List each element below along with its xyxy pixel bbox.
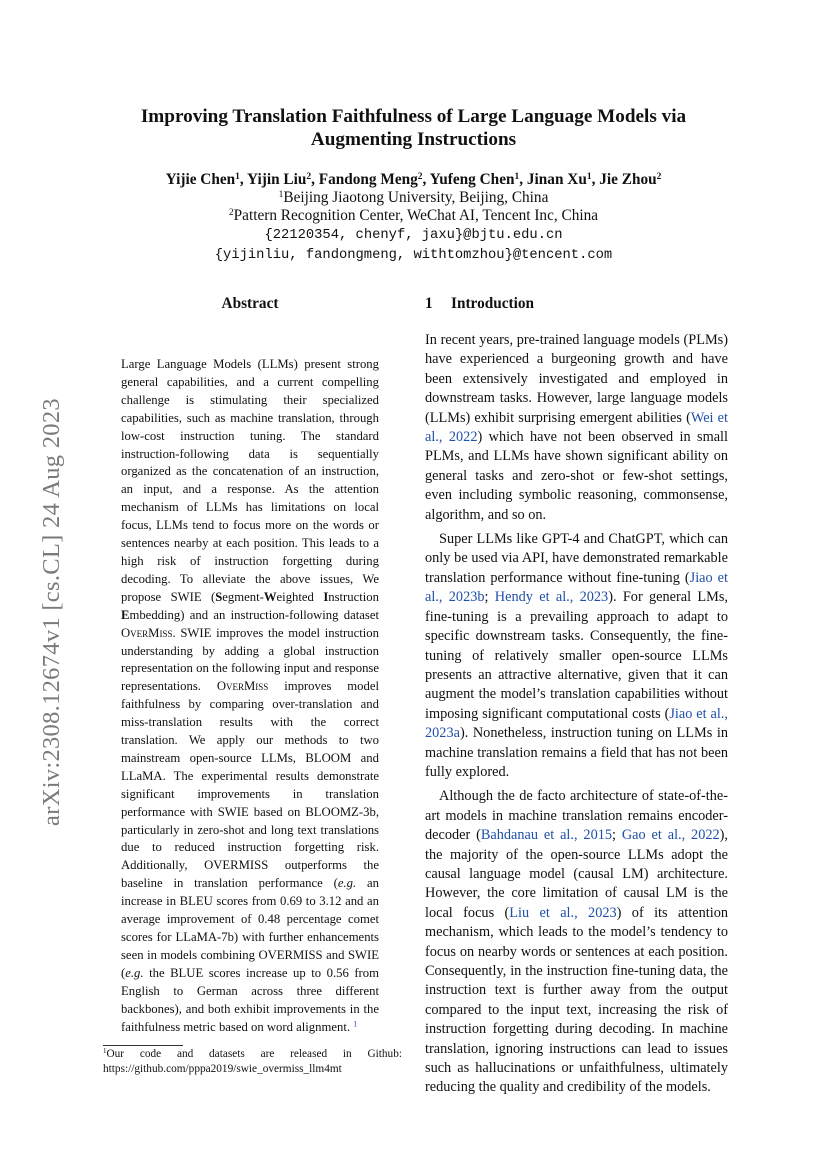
citation-link[interactable]: Wei et al., 2022 (425, 409, 728, 446)
author: Jinan Xu (526, 171, 587, 188)
dataset-name: OverMiss (216, 679, 269, 694)
affiliation-2 (100, 207, 727, 225)
intro-paragraph-3 (425, 787, 728, 1098)
abstract-text: Large Language Models (LLMs) present strong general capabilities, and a current compelling challenge is stimulating their specialized capabilities, such as machine translation, through low-cost instruction tuning. The standard instruction-following data is sequentially organized as the concatenation of an instruction, an input, and a response. As the attention mechanism of LLMs has limitations on local focus, LLMs tend to focus more on the words or sentences nearby at each position. This leads to a high risk of instruction forgetting during decoding. To alleviate the above issues, We propose SWIE ( (121, 357, 379, 604)
section-number: 1 (425, 295, 433, 312)
introduction-body (425, 331, 728, 1098)
intro-text: ; (612, 827, 622, 844)
author-affil-marker: 2 (417, 171, 423, 182)
introduction-heading (425, 295, 534, 313)
abstract-italic: e.g. (337, 876, 357, 891)
email-line-2[interactable]: {yijinliu, fandongmeng, withtomzhou}@tencent.com (214, 248, 613, 263)
author-affil-marker: 1 (514, 171, 520, 182)
author-affil-marker: 1 (586, 171, 592, 182)
abstract-italic: e.g. (125, 965, 144, 980)
acronym-letter: W (263, 589, 277, 604)
email-line-1[interactable]: {22120354, chenyf, jaxu}@bjtu.edu.cn (264, 228, 563, 243)
citation-link[interactable]: Gao et al., 2022 (621, 827, 720, 844)
footnote-link[interactable]: 1 (353, 1019, 358, 1029)
author-affil-marker: 2 (656, 171, 662, 182)
intro-paragraph-2 (425, 530, 728, 782)
citation-link[interactable]: Liu et al., 2023 (509, 904, 617, 921)
intro-paragraph-1 (425, 331, 728, 525)
intro-text: Although the de facto architecture of state-of-the-art models in machine translation remains encoder-decoder ( (425, 788, 728, 844)
author-affil-marker: 1 (235, 171, 240, 182)
affiliation-text: Beijing Jiaotong University, Beijing, China (283, 189, 549, 206)
dataset-name: OverMiss (121, 625, 173, 640)
affil-marker: 1 (278, 189, 284, 200)
citation-link[interactable]: Bahdanau et al., 2015 (480, 827, 613, 844)
abstract-text: the BLUE scores increase up to 0.56 from English to German across three different backbones), and both exhibit improvements in the faithfulness metric based on word alignment. (121, 965, 379, 1034)
footnote-divider (103, 1045, 183, 1046)
acronym-letter: E (121, 607, 130, 622)
abstract-text: . SWIE improves the model instruction understanding by adding a global instruction representation on the following input and response representations. (121, 625, 379, 694)
abstract-text: an increase in BLEU scores from 0.69 to 3.12 and an average improvement of 0.48 percentage comet scores for LLaMA-7b) with further enhancements seen in models combining OVERMISS and SWIE ( (121, 876, 379, 980)
paper-title: Improving Translation Faithfulness of Large Language Models via Augmenting Instructions (140, 106, 687, 150)
arxiv-identifier: arXiv:2308.12674v1 [cs.CL] 24 Aug 2023 (38, 398, 65, 826)
intro-text: In recent years, pre-trained language models (PLMs) have experienced a burgeoning growth and have been extensively investigated and employed in downstream tasks. However, large language models (LLMs) exhibit surprising emergent abilities ( (425, 332, 728, 426)
citation-link[interactable]: Hendy et al., 2023 (494, 589, 609, 606)
author: Fandong Meng (318, 171, 418, 188)
footnote-marker: 1 (103, 1047, 107, 1056)
section-title: Introduction (451, 295, 535, 312)
abstract-text: mbedding) and an instruction-following dataset (129, 607, 379, 622)
footnote (103, 1047, 402, 1077)
intro-text: ) of its attention mechanism, which leads to the model’s tendency to focus on nearby words or sentences at each position. Consequently, in the instruction fine-tuning data, the instruction text is further away from the output compared to the input text, increasing the risk of instruction forgetting during decoding. In machine translation, ignoring instructions can lead to issues such as hallucinations or unfaithfulness, ultimately reducing the quality and credibility of the models. (425, 904, 728, 1096)
author: Jie Zhou (599, 171, 657, 188)
intro-text: ). For general LMs, fine-tuning is a prevailing approach to adapt to specific downstream tasks. Consequently, the fine-tuning of relatively smaller open-source LLMs presents an attractive alternative, given that it can augment the model’s translation capabilities without imposing significant computational costs ( (425, 589, 728, 722)
author-affil-marker: 2 (306, 171, 312, 182)
affiliation-1 (100, 189, 727, 207)
abstract-text: egment- (222, 589, 264, 604)
abstract-text: improves model faithfulness by comparing over-translation and miss-translation results with the correct translation. We apply our methods to two mainstream open-source LLMs, BLOOM and LLaMA. The experimental results demonstrate significant improvements in translation performance with SWIE based on BLOOMZ-3b, particularly in zero-shot and long text translations due to reduced instruction forgetting risk. Additionally, OVERMISS outperforms the baseline in translation performance ( (121, 679, 379, 891)
intro-text: ). Nonetheless, instruction tuning on LLMs in machine translation remains a field that has not been fully explored. (425, 725, 728, 780)
acronym-letter: S (215, 589, 223, 604)
intro-text: ), the majority of the open-source LLMs adopt the causal language model (causal LM) architecture. However, the core limitation of causal LM is the local focus ( (425, 827, 728, 921)
abstract-text: nstruction (328, 589, 379, 604)
author: Yufeng Chen (429, 171, 515, 188)
acronym-letter: I (323, 589, 329, 604)
intro-text: Super LLMs like GPT-4 and ChatGPT, which can only be used via API, have demonstrated remarkable translation performance without fine-tuning ( (425, 531, 728, 586)
author-list: Yijie Chen$^1$, Yijin Liu$^2$, Fandong Meng$^2$, Yufeng Chen$^1$, Jinan Xu$^1$, Jie Zhou$^2$ (165, 171, 662, 188)
affil-marker: 2 (228, 207, 234, 218)
citation-link[interactable]: Jiao et al., 2023b (425, 569, 728, 606)
abstract-body (121, 356, 379, 1036)
intro-text: ) which have not been observed in small PLMs, and LLMs have shown significant ability on general tasks and zero-shot or few-shot settings, even including symbolic reasoning, commonsense, algorithm, and so on. (425, 429, 729, 523)
intro-text: ; (484, 589, 495, 606)
abstract-text: eighted (276, 589, 324, 604)
author: Yijin Liu (247, 171, 307, 188)
footnote-text: Our code and datasets are released in Github: https://github.com/pppa2019/swie_overmiss_llm4mt (103, 1048, 402, 1075)
affiliation-text: Pattern Recognition Center, WeChat AI, Tencent Inc, China (233, 207, 599, 224)
abstract-heading: Abstract (221, 295, 279, 312)
citation-link[interactable]: Jiao et al., 2023a (425, 705, 728, 742)
author: Yijie Chen (165, 171, 236, 188)
